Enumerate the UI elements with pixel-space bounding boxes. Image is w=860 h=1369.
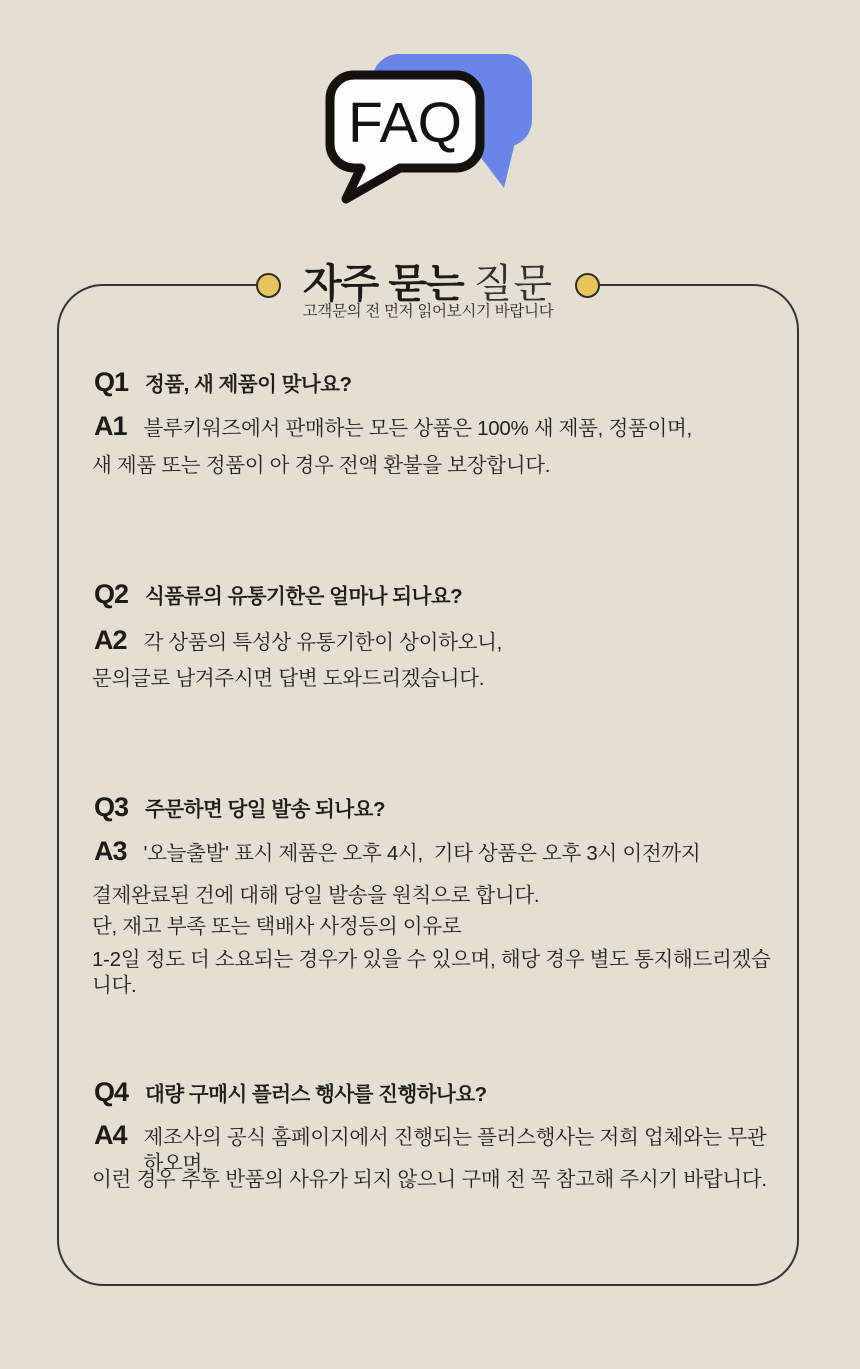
faq-container: [57, 261, 799, 1286]
a3-answer-line: 1-2일 정도 더 소요되는 경우가 있을 수 있으며, 해당 경우 별도 통지해드리겠습니다.: [92, 948, 771, 997]
answer-row-a3: [94, 835, 777, 869]
q3-label: Q3: [94, 792, 129, 822]
q1-question-text: 정품, 새 제품이 맞나요?: [145, 373, 352, 396]
q1-label: Q1: [94, 367, 129, 397]
title-dot-left-icon: [256, 273, 281, 298]
faq-logo-graphic: [320, 42, 540, 204]
page-subtitle: 고객문의 전 먼저 읽어보시기 바랍니다: [302, 303, 554, 320]
a4-label: A4: [94, 1120, 127, 1150]
a1-label: A1: [94, 411, 127, 441]
q2-question-text: 식품류의 유통기한은 얼마나 되나요?: [145, 585, 463, 608]
a2-answer-line: 문의글로 남겨주시면 답변 도와드리겠습니다.: [92, 667, 485, 690]
a1-answer-text: 블루키워즈에서 판매하는 모든 상품은 100% 새 제품, 정품이며,: [143, 417, 692, 440]
question-row-q4: [94, 1076, 777, 1110]
answer-row-a2: [94, 624, 777, 658]
a2-answer-text: 각 상품의 특성상 유통기한이 상이하오니,: [143, 631, 503, 654]
a3-answer-text: '오늘출발' 표시 제품은 오후 4시, 기타 상품은 오후 3시 이전까지: [143, 842, 701, 865]
question-row-q3: [94, 791, 777, 825]
q4-label: Q4: [94, 1077, 129, 1107]
a3-answer-line: 단, 재고 부족 또는 택배사 사정등의 이유로: [92, 915, 462, 938]
white-speech-bubble: [330, 75, 480, 199]
a1-answer-line: 새 제품 또는 정품이 아 경우 전액 환불을 보장합니다.: [92, 454, 551, 477]
faq-logo-text: FAQ: [347, 91, 463, 155]
question-row-q2: [94, 578, 777, 612]
q4-question-text: 대량 구매시 플러스 행사를 진행하나요?: [145, 1083, 487, 1106]
answer-row-a1: [94, 410, 777, 444]
a4-answer-text: 제조사의 공식 홈페이지에서 진행되는 플러스행사는 저희 업체와는 무관하오며,: [143, 1126, 767, 1175]
a3-label: A3: [94, 836, 127, 866]
a4-answer-line: 이런 경우 추후 반품의 사유가 되지 않으니 구매 전 꼭 참고해 주시기 바랍니다.: [92, 1168, 767, 1191]
title-dot-right-icon: [575, 273, 600, 298]
a2-label: A2: [94, 625, 127, 655]
faq-logo: [0, 42, 860, 204]
q3-question-text: 주문하면 당일 발송 되나요?: [145, 798, 385, 821]
a3-answer-line: 결제완료된 건에 대해 당일 발송을 원칙으로 합니다.: [92, 884, 540, 907]
question-row-q1: [94, 366, 777, 400]
q2-label: Q2: [94, 579, 129, 609]
page-title-light: 질문: [473, 261, 553, 306]
page-title-bold: 자주 묻는: [303, 261, 464, 306]
